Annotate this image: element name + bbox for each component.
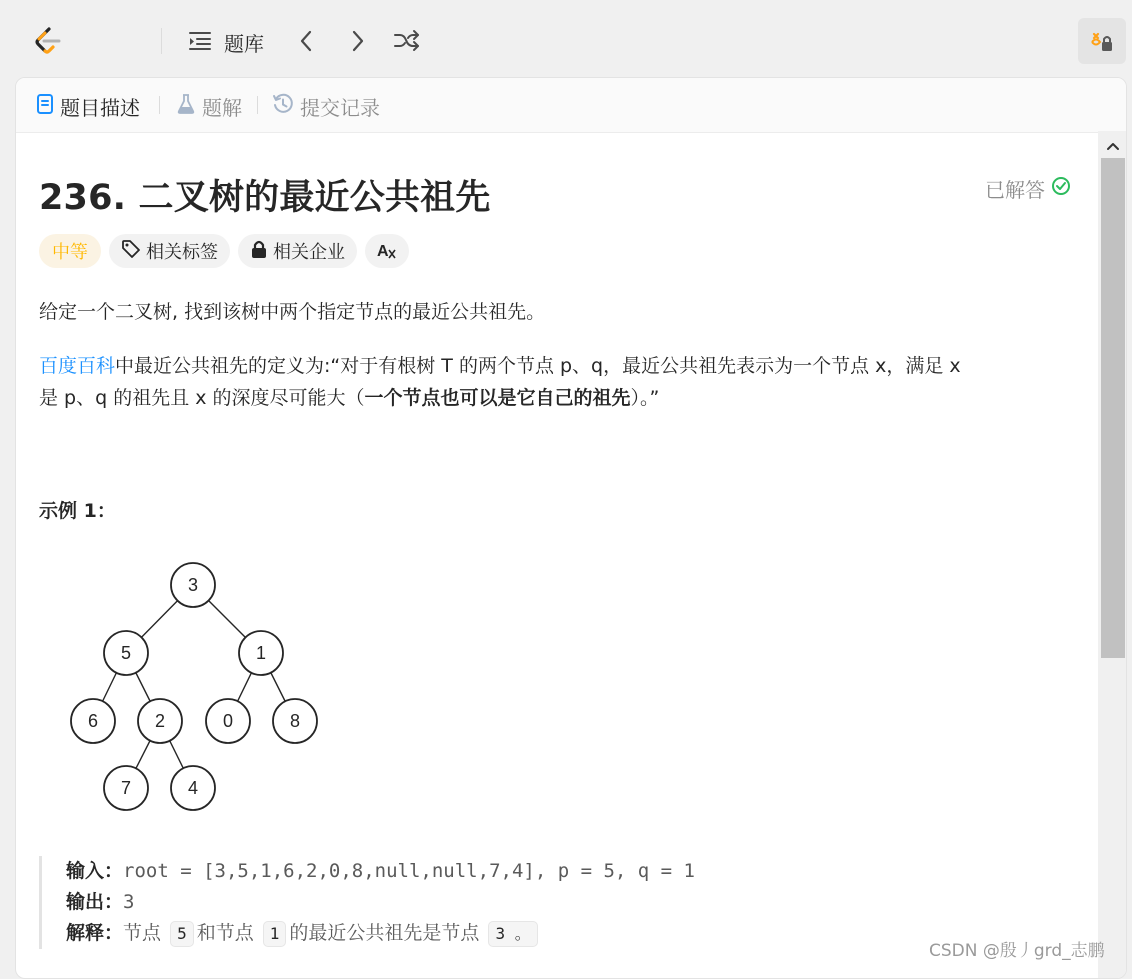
tree-node-label: 1 bbox=[255, 643, 267, 663]
example-title: 示例 1： bbox=[39, 500, 116, 522]
tree-node-label: 8 bbox=[289, 711, 301, 731]
solved-label: 已解答 bbox=[985, 178, 1045, 202]
output-label: 输出： bbox=[66, 891, 124, 913]
tab-description[interactable] bbox=[36, 92, 140, 121]
inline-code: 3 。 bbox=[488, 921, 537, 947]
check-circle-icon bbox=[1045, 176, 1071, 201]
related-companies-button[interactable] bbox=[238, 234, 357, 268]
description-paragraph-2 bbox=[39, 350, 1069, 414]
tag-row bbox=[39, 234, 417, 268]
tree-node-label: 5 bbox=[120, 643, 132, 663]
shuffle-icon[interactable] bbox=[392, 26, 422, 56]
explain-text: 节点 bbox=[123, 922, 162, 944]
problem-panel bbox=[15, 77, 1127, 979]
inline-code: 1 bbox=[263, 921, 287, 947]
problem-list-label: 题库 bbox=[224, 32, 264, 56]
translate-icon[interactable] bbox=[365, 234, 409, 268]
explain-text: 的最近公共祖先是节点 bbox=[289, 922, 480, 944]
example-input-row bbox=[66, 856, 1106, 887]
tag-icon bbox=[121, 239, 141, 264]
problem-list-button[interactable] bbox=[188, 28, 264, 57]
scroll-up-arrow-icon[interactable] bbox=[1103, 136, 1123, 156]
scrollbar-thumb[interactable] bbox=[1101, 158, 1125, 658]
inline-code: 5 bbox=[170, 921, 194, 947]
divider bbox=[161, 28, 162, 54]
tab-solutions[interactable] bbox=[176, 92, 242, 121]
description-bold-text: 一个节点也可以是它自己的祖先 bbox=[364, 387, 631, 409]
tab-divider bbox=[159, 96, 160, 114]
tree-node-label: 4 bbox=[187, 778, 199, 798]
tab-divider bbox=[257, 96, 258, 114]
list-indent-icon bbox=[188, 30, 212, 56]
input-label: 输入： bbox=[66, 860, 124, 882]
explain-label: 解释： bbox=[66, 922, 124, 944]
description-text: 中最近公共祖先的定义为:“对于有根树 T 的两个节点 p、q，最近公共祖先表示为一个节点 x，满足 x bbox=[115, 355, 961, 377]
explain-text: 和节点 bbox=[196, 922, 254, 944]
tree-node-label: 3 bbox=[187, 575, 199, 595]
top-bar bbox=[0, 0, 1132, 78]
tab-bar bbox=[16, 78, 1126, 133]
output-value: 3 bbox=[123, 891, 135, 913]
tab-label: 提交记录 bbox=[300, 96, 380, 120]
description-text: ）。” bbox=[630, 387, 660, 409]
example-output-row bbox=[66, 887, 1106, 918]
solved-status bbox=[985, 174, 1071, 203]
tab-label: 题目描述 bbox=[60, 96, 140, 120]
tree-node-label: 6 bbox=[87, 711, 99, 731]
lock-icon bbox=[250, 239, 268, 264]
debug-lock-icon[interactable] bbox=[1078, 18, 1126, 64]
description-paragraph-1 bbox=[39, 296, 1069, 328]
history-icon bbox=[272, 93, 294, 120]
tree-node-label: 0 bbox=[222, 711, 234, 731]
description-text: 是 p、q 的祖先且 x 的深度尽可能大（ bbox=[39, 387, 365, 409]
difficulty-badge: 中等 bbox=[39, 234, 101, 268]
example-tree-image bbox=[64, 560, 324, 820]
svg-text:A: A bbox=[377, 243, 389, 260]
tree-node-label: 7 bbox=[120, 778, 132, 798]
description-icon bbox=[36, 93, 54, 120]
watermark: CSDN @殷丿grd_志鹏 bbox=[929, 941, 1105, 961]
baidu-baike-link[interactable]: 百度百科 bbox=[39, 355, 116, 377]
related-tags-label: 相关标签 bbox=[146, 242, 218, 263]
leetcode-logo-icon[interactable] bbox=[30, 24, 64, 58]
flask-icon bbox=[176, 93, 196, 120]
chevron-right-icon[interactable] bbox=[342, 26, 372, 56]
related-tags-button[interactable] bbox=[109, 234, 230, 268]
chevron-left-icon[interactable] bbox=[292, 26, 322, 56]
related-companies-label: 相关企业 bbox=[273, 242, 345, 263]
input-value: root = [3,5,1,6,2,0,8,null,null,7,4], p = 5, q = 1 bbox=[123, 860, 695, 882]
tree-node-label: 2 bbox=[154, 711, 166, 731]
description-text: 给定一个二叉树, 找到该树中两个指定节点的最近公共祖先。 bbox=[39, 301, 546, 323]
problem-title: 236. 二叉树的最近公共祖先 bbox=[39, 178, 491, 218]
tab-label: 题解 bbox=[202, 96, 242, 120]
tab-submissions[interactable] bbox=[272, 92, 380, 121]
